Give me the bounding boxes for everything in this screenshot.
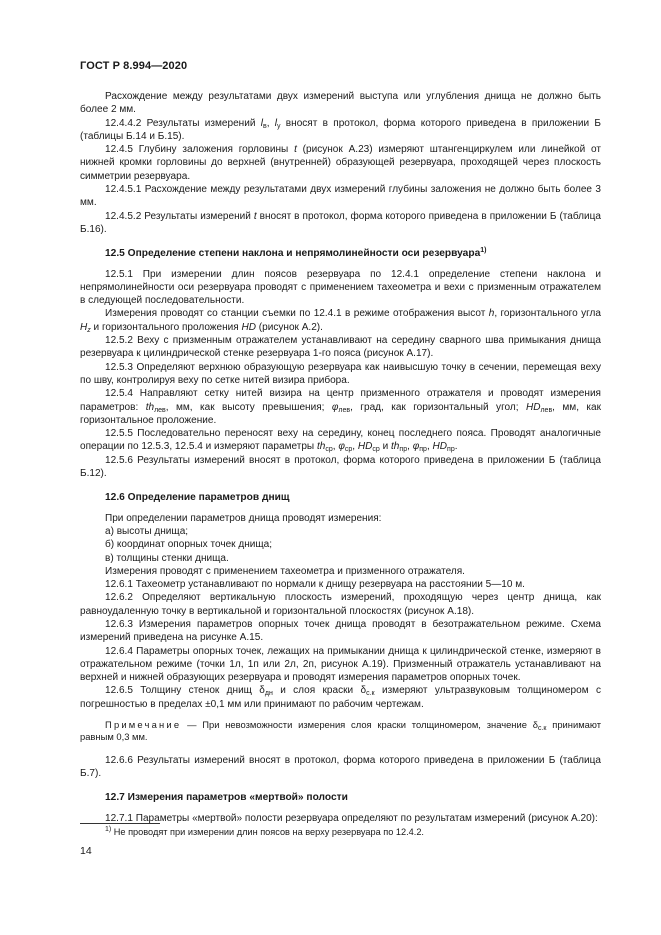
paragraph-12-4-5: 12.4.5 Глубину заложения горловины t (рисунок А.23) измеряют штангенциркулем или линейкой от нижней кромки горловины до верхней (внутренней) образующей резервуара, проходящей через плоскость симметрии резервуара. xyxy=(80,144,602,182)
paragraph-12-7-1: 12.7.1 Параметры «мертвой» полости резервуара определяют по результатам измерений (рисунок А.20): xyxy=(105,812,598,824)
paragraph-12-5-2: 12.5.2 Веху с призменным отражателем устанавливают на середину сварного шва примыкания днища резервуара к цилиндрической стенке резервуара 1-го пояса (рисунок А.17). xyxy=(80,335,601,360)
paragraph-12-6-6: 12.6.6 Результаты измерений вносят в протокол, форма которого приведена в приложении Б (таблица Б.7). xyxy=(80,754,601,780)
paragraph-12-5-4: 12.5.4 Направляют сетку нитей визира на центр призменного отражателя и проводят измерения параметров: $th_{лев}$, мм, как высоту превышения; $\varphi_{лев}$, град, как горизонтальный угол; $HD_{лев}$, мм, как горизонтальное проложение. xyxy=(80,388,601,426)
section-heading-12-6: 12.6 Определение параметров днищ xyxy=(105,492,290,504)
list-item: в) толщины стенки днища. xyxy=(105,552,229,564)
paragraph: При определении параметров днища проводят измерения: xyxy=(105,512,382,524)
paragraph-12-6-4: 12.6.4 Параметры опорных точек, лежащих на примыкании днища к цилиндрической стенке, измеряют в отражательном режиме (точки 1л, 1п или 2л, 2п, рисунок А.19). Призменный отражатель устанавливают на верхней и нижней образующих резервуара и проводят измерения параметров опорных точек. xyxy=(80,645,601,684)
paragraph-12-5-1: 12.5.1 При измерении длин поясов резервуара по 12.4.1 определение степени наклона и непрямолинейности оси резервуара проводят с применением тахеометра и вехи с призменным отражателем в следующей последовательности. xyxy=(80,268,601,307)
note: Примечание — При невозможности измерения слоя краски толщиномером, значение $\delta_{с.к}$ принимают равным 0,3 мм. xyxy=(80,719,601,743)
paragraph-12-5-5: 12.5.5 Последовательно переносят веху на середину, конец последнего пояса. Проводят аналогичные операции по 12.5.3, 12.5.4 и измеряют параметры $th_{ср}$, $\varphi_{ср}$, $HD_{ср}$ и $th_{пр}$, $\varphi_{пр}$, $HD_{пр}$. xyxy=(80,428,601,454)
section-heading-12-7: 12.7 Измерения параметров «мертвой» полости xyxy=(105,792,348,804)
footnote-divider xyxy=(80,823,160,824)
note-label: Примечание xyxy=(105,719,182,731)
footnote-mark: 1) xyxy=(480,247,487,255)
document-header: ГОСТ Р 8.994—2020 xyxy=(80,60,188,72)
paragraph-12-4-5-1: 12.4.5.1 Расхождение между результатами двух измерений глубины заложения не должно быть более 3 мм. xyxy=(80,184,601,209)
footnote: $^{1)}$ Не проводят при измерении длин поясов на верху резервуара по 12.4.2. xyxy=(105,826,424,837)
paragraph: Измерения проводят со станции съемки по 12.4.1 в режиме отображения высот h, горизонтального угла $H_z$ и горизонтального проложения HD (рисунок А.2). xyxy=(80,308,601,334)
paragraph-12-5-3: 12.5.3 Определяют верхнюю образующую резервуара как наивысшую точку в сечении, перемещая веху по шву, контролируя веху по сетке нитей визира прибора. xyxy=(80,361,601,386)
paragraph-12-5-6: 12.5.6 Результаты измерений вносят в протокол, форма которого приведена в приложении Б (таблица Б.12). xyxy=(80,454,601,480)
page-number: 14 xyxy=(80,845,92,857)
paragraph-12-6-2: 12.6.2 Определяют вертикальную плоскость измерений, проходящую через центр днища, как равноудаленную точку в вертикальной и горизонтальной плоскостях (рисунок А.18). xyxy=(80,592,601,617)
paragraph-12-6-5: 12.6.5 Толщину стенок днищ $\delta_{дн}$ и слоя краски $\delta_{с.к}$ измеряют ультразвуковым толщиномером с погрешностью в пределах ±0,1 мм или принимают по рабочим чертежам. xyxy=(80,685,601,710)
paragraph-12-4-4-2: 12.4.4.2 Результаты измерений $l_в$, $l_у$ вносят в протокол, форма которого приведена в приложении Б (таблицы Б.14 и Б.15). xyxy=(80,117,601,142)
document-body xyxy=(80,90,601,825)
list-item: а) высоты днища; xyxy=(105,525,189,537)
paragraph: Расхождение между результатами двух измерений выступа или углубления днища не должно быть более 2 мм. xyxy=(80,91,601,116)
paragraph-12-6-3: 12.6.3 Измерения параметров опорных точек днища проводят в безотражательном режиме. Схема измерений приведена на рисунке А.15. xyxy=(80,618,601,644)
paragraph: Измерения проводят с применением тахеометра и призменного отражателя. xyxy=(105,565,465,577)
section-heading-12-5: 12.5 Определение степени наклона и непрямолинейности оси резервуара$^{1)}$ xyxy=(105,247,487,260)
paragraph-12-6-1: 12.6.1 Тахеометр устанавливают по нормали к днищу резервуара на расстоянии 5—10 м. xyxy=(105,579,525,591)
list-item: б) координат опорных точек днища; xyxy=(105,539,273,551)
paragraph-12-4-5-2: 12.4.5.2 Результаты измерений t вносят в протокол, форма которого приведена в приложении Б (таблица Б.16). xyxy=(80,210,601,235)
